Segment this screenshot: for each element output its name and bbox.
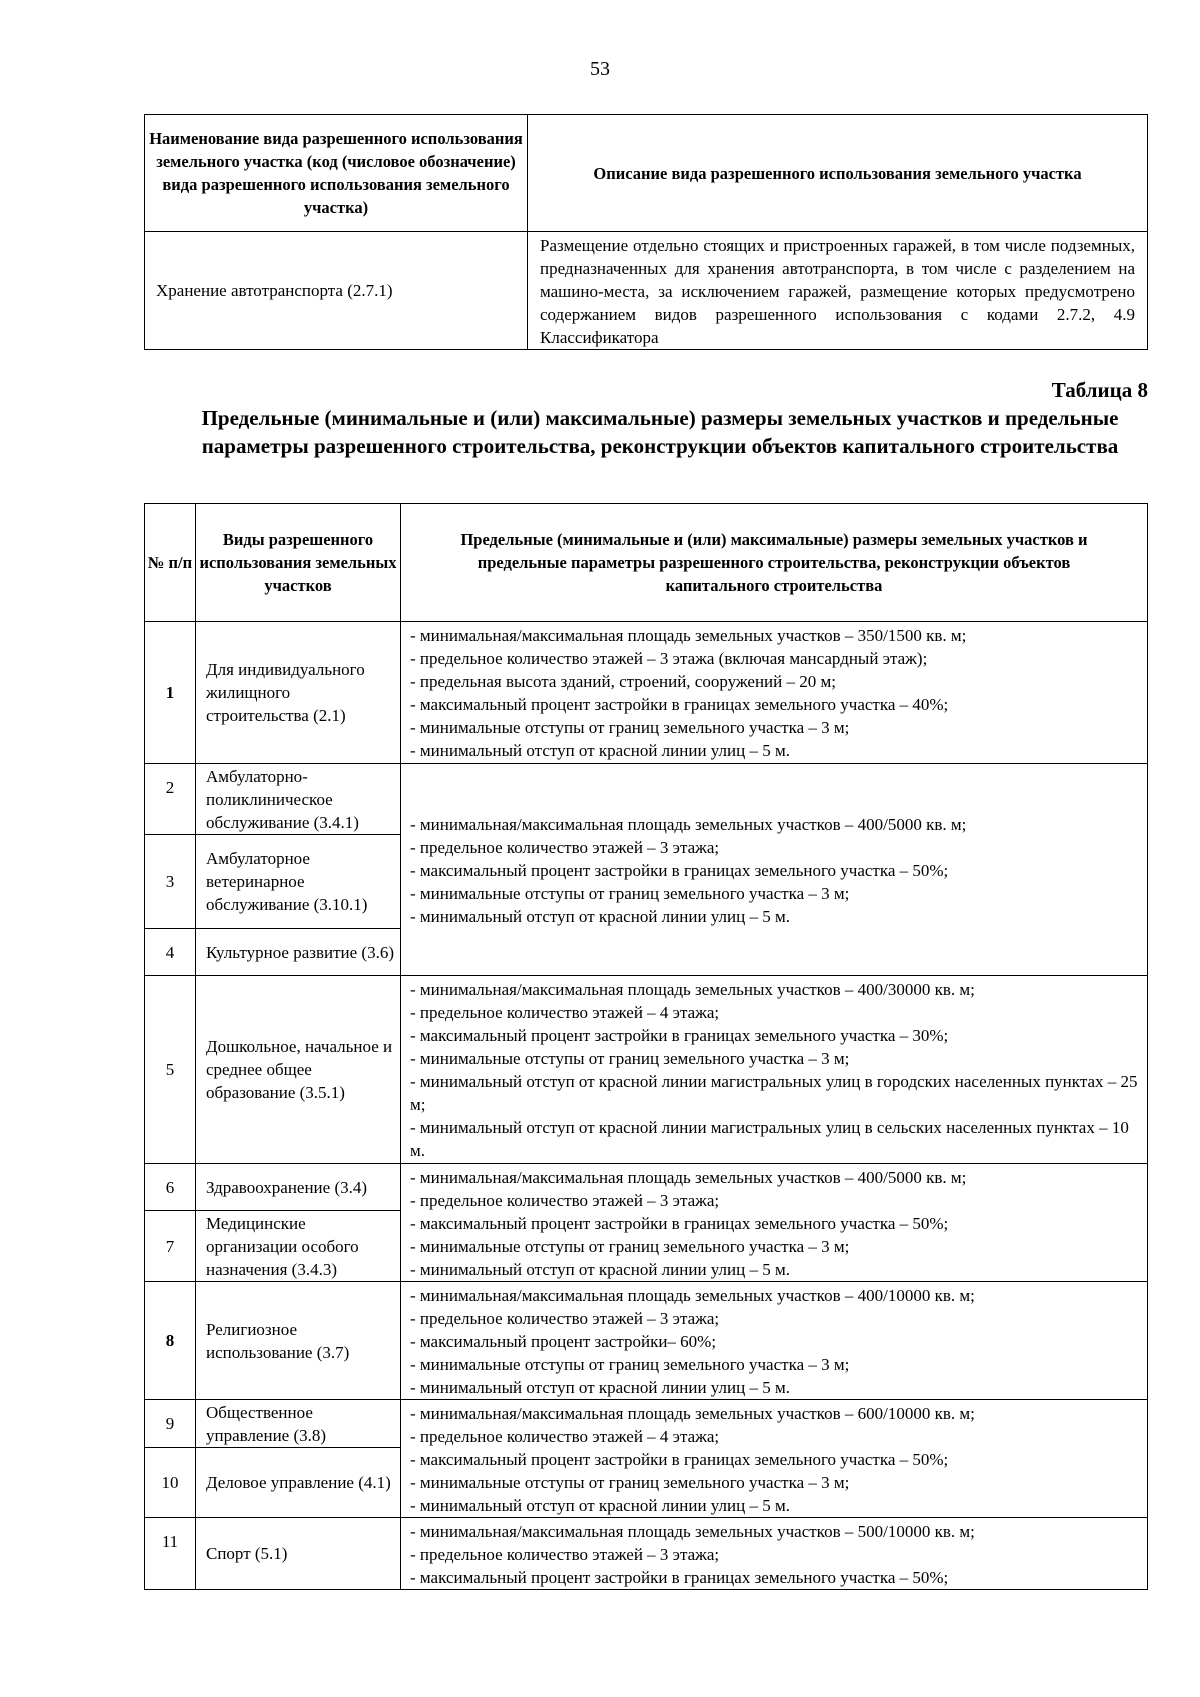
list-item: - минимальные отступы от границ земельного участка – 3 м; — [410, 1049, 850, 1068]
list-item: - максимальный процент застройки– 60%; — [410, 1332, 717, 1351]
list-item: - минимальная/максимальная площадь земельных участков – 400/5000 кв. м; — [410, 815, 967, 834]
land-use-kind: Амбулаторное ветеринарное обслуживание (3.10.1) — [196, 835, 401, 929]
list-item: - минимальная/максимальная площадь земельных участков – 350/1500 кв. м; — [410, 626, 967, 645]
table-header-row — [145, 504, 1148, 622]
header-parameters: Предельные (минимальные и (или) максимальные) размеры земельных участков и предельные параметры разрешенного строительства, реконструкции объектов капитального строительства — [401, 504, 1148, 622]
list-item: - минимальный отступ от красной линии улиц – 5 м. — [410, 1378, 790, 1397]
header-land-use-kind: Виды разрешенного использования земельных участков — [196, 504, 401, 622]
row-number: 9 — [145, 1400, 196, 1448]
table-row — [145, 622, 1148, 764]
parameters-list — [401, 976, 1148, 1164]
header-land-use-description: Описание вида разрешенного использования земельного участка — [528, 115, 1148, 232]
table-row — [145, 1282, 1148, 1400]
table-row — [145, 1400, 1148, 1448]
list-item: - предельная высота зданий, строений, сооружений – 20 м; — [410, 672, 836, 691]
table-row — [145, 232, 1148, 350]
table-row — [145, 1164, 1148, 1211]
list-item: - предельное количество этажей – 3 этажа; — [410, 1191, 720, 1210]
list-item: - максимальный процент застройки в границах земельного участка – 40%; — [410, 695, 949, 714]
table-caption: Таблица 8 — [1051, 378, 1148, 402]
table-row — [145, 1518, 1148, 1590]
parameters-list — [401, 1164, 1148, 1282]
list-item: - минимальная/максимальная площадь земельных участков – 400/5000 кв. м; — [410, 1168, 967, 1187]
table-header-row — [145, 115, 1148, 232]
land-use-kind: Деловое управление (4.1) — [196, 1448, 401, 1518]
parameters-list — [401, 1400, 1148, 1518]
list-item: - предельное количество этажей – 3 этажа; — [410, 838, 720, 857]
land-use-kind: Медицинские организации особого назначения (3.4.3) — [196, 1211, 401, 1282]
row-number: 7 — [145, 1211, 196, 1282]
list-item: - максимальный процент застройки в границах земельного участка – 30%; — [410, 1026, 949, 1045]
list-item: - минимальный отступ от красной линии улиц – 5 м. — [410, 907, 790, 926]
land-use-name-cell: Хранение автотранспорта (2.7.1) — [145, 232, 528, 350]
land-use-kind: Для индивидуального жилищного строительства (2.1) — [196, 622, 401, 764]
land-use-kind: Религиозное использование (3.7) — [196, 1282, 401, 1400]
row-number: 1 — [145, 622, 196, 764]
list-item: - максимальный процент застройки в границах земельного участка – 50%; — [410, 1450, 949, 1469]
table-row — [145, 764, 1148, 835]
row-number: 2 — [145, 764, 196, 835]
land-use-kind: Дошкольное, начальное и среднее общее образование (3.5.1) — [196, 976, 401, 1164]
list-item: - предельное количество этажей – 3 этажа; — [410, 1545, 720, 1564]
list-item: - минимальные отступы от границ земельного участка – 3 м; — [410, 718, 850, 737]
row-number: 8 — [145, 1282, 196, 1400]
land-use-kind: Здравоохранение (3.4) — [196, 1164, 401, 1211]
land-use-description-table — [144, 114, 1148, 350]
list-item: - минимальный отступ от красной линии улиц – 5 м. — [410, 1260, 790, 1279]
list-item: - минимальная/максимальная площадь земельных участков – 600/10000 кв. м; — [410, 1404, 975, 1423]
parameters-table — [144, 503, 1148, 1590]
table-title: Предельные (минимальные и (или) максимальные) размеры земельных участков и предельные параметры разрешенного строительства, реконструкции объектов капитального строительства — [201, 406, 1119, 458]
row-number: 11 — [145, 1518, 196, 1590]
list-item: - минимальные отступы от границ земельного участка – 3 м; — [410, 884, 850, 903]
land-use-kind: Общественное управление (3.8) — [196, 1400, 401, 1448]
list-item: - максимальный процент застройки в границах земельного участка – 50%; — [410, 1214, 949, 1233]
land-use-kind: Спорт (5.1) — [196, 1518, 401, 1590]
row-number: 4 — [145, 929, 196, 976]
list-item: - минимальный отступ от красной линии магистральных улиц в сельских населенных пунктах – 10 м. — [410, 1118, 1129, 1160]
row-number: 10 — [145, 1448, 196, 1518]
list-item: - минимальные отступы от границ земельного участка – 3 м; — [410, 1473, 850, 1492]
list-item: - минимальные отступы от границ земельного участка – 3 м; — [410, 1237, 850, 1256]
land-use-description-cell: Размещение отдельно стоящих и пристроенных гаражей, в том числе подземных, предназначенных для хранения автотранспорта, в том числе с разделением на машино-места, за исключением гаражей, размещение которых предусмотрено содержанием видов разрешенного использования с кодами 2.7.2, 4.9 Классификатора — [528, 232, 1148, 350]
list-item: - минимальные отступы от границ земельного участка – 3 м; — [410, 1355, 850, 1374]
parameters-list — [401, 764, 1148, 976]
list-item: - минимальный отступ от красной линии магистральных улиц в городских населенных пунктах – 25 м; — [410, 1072, 1138, 1114]
list-item: - минимальный отступ от красной линии улиц – 5 м. — [410, 741, 790, 760]
parameters-list — [401, 1518, 1148, 1590]
list-item: - минимальная/максимальная площадь земельных участков – 500/10000 кв. м; — [410, 1522, 975, 1541]
row-number: 6 — [145, 1164, 196, 1211]
list-item: - минимальный отступ от красной линии улиц – 5 м. — [410, 1496, 790, 1515]
list-item: - минимальная/максимальная площадь земельных участков – 400/10000 кв. м; — [410, 1286, 975, 1305]
parameters-list — [401, 1282, 1148, 1400]
table-row — [145, 976, 1148, 1164]
list-item: - предельное количество этажей – 4 этажа; — [410, 1003, 720, 1022]
row-number: 5 — [145, 976, 196, 1164]
page-number: 53 — [590, 58, 610, 80]
list-item: - предельное количество этажей – 3 этажа; — [410, 1309, 720, 1328]
header-land-use-name: Наименование вида разрешенного использования земельного участка (код (числовое обозначение) вида разрешенного использования земельного участка) — [145, 115, 528, 232]
land-use-kind: Культурное развитие (3.6) — [196, 929, 401, 976]
list-item: - максимальный процент застройки в границах земельного участка – 50%; — [410, 861, 949, 880]
list-item: - предельное количество этажей – 4 этажа; — [410, 1427, 720, 1446]
row-number: 3 — [145, 835, 196, 929]
list-item: - предельное количество этажей – 3 этажа (включая мансардный этаж); — [410, 649, 928, 668]
list-item: - максимальный процент застройки в границах земельного участка – 50%; — [410, 1568, 949, 1587]
header-number: № п/п — [145, 504, 196, 622]
land-use-kind: Амбулаторно-поликлиническое обслуживание (3.4.1) — [196, 764, 401, 835]
parameters-list — [401, 622, 1148, 764]
list-item: - минимальная/максимальная площадь земельных участков – 400/30000 кв. м; — [410, 980, 975, 999]
